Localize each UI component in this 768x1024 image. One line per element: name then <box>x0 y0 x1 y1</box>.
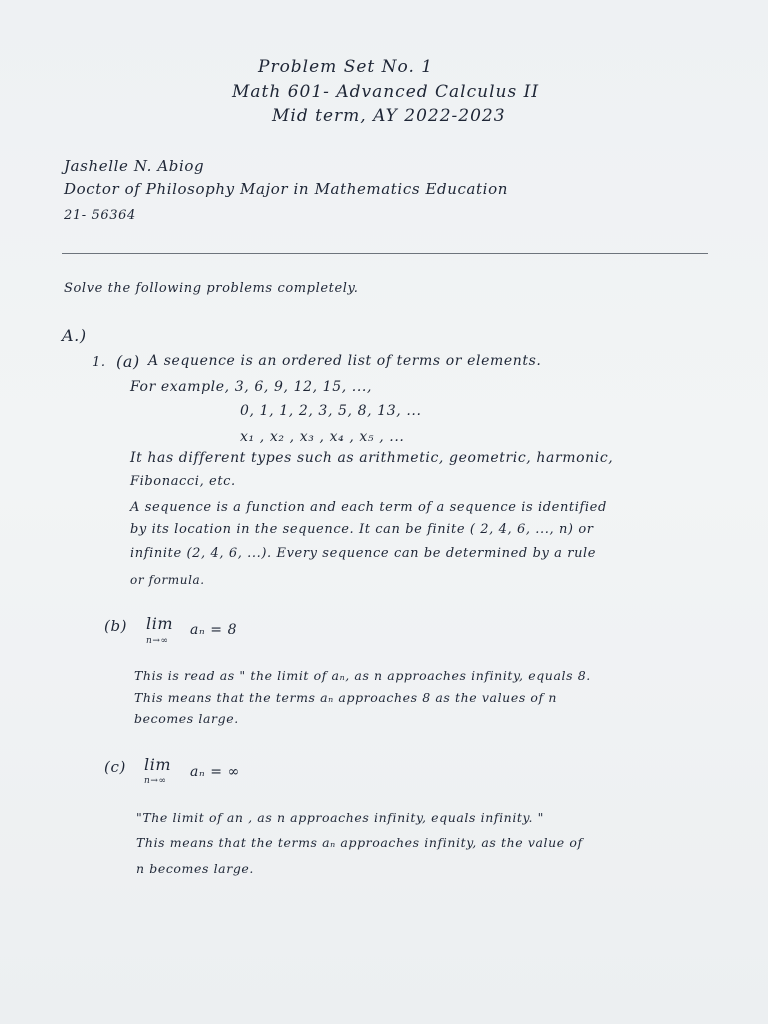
part-c-label: (c) <box>104 758 126 776</box>
part-b-line-2: This means that the terms aₙ approaches 8 as the values of n <box>134 690 557 705</box>
item-number: 1. <box>92 355 106 370</box>
student-id: 21- 56364 <box>64 208 136 223</box>
part-c-expression: aₙ = ∞ <box>190 764 240 780</box>
part-b-lim: lim <box>146 614 174 633</box>
part-a-line-7: A sequence is a function and each term of a sequence is identified <box>130 500 607 515</box>
part-c-line-2: This means that the terms aₙ approaches infinity, as the value of <box>136 835 583 850</box>
divider-line <box>62 253 708 254</box>
part-a-line-1: A sequence is an ordered list of terms or elements. <box>148 353 542 369</box>
part-c-lim: lim <box>144 755 172 774</box>
term-line: Mid term, AY 2022-2023 <box>272 106 506 126</box>
part-b-lim-sub: n→∞ <box>146 636 169 646</box>
student-program: Doctor of Philosophy Major in Mathematics Education <box>64 180 508 198</box>
part-b-line-1: This is read as " the limit of aₙ, as n approaches infinity, equals 8. <box>134 668 591 683</box>
part-c-line-3: n becomes large. <box>136 861 254 876</box>
part-a-line-5: It has different types such as arithmetic, geometric, harmonic, <box>130 450 614 466</box>
part-a-label: (a) <box>116 352 140 371</box>
part-c-lim-sub: n→∞ <box>144 776 167 786</box>
part-a-line-2: For example, 3, 6, 9, 12, 15, ..., <box>130 379 373 395</box>
part-a-line-3: 0, 1, 1, 2, 3, 5, 8, 13, ... <box>240 403 422 419</box>
part-b-expression: aₙ = 8 <box>190 622 238 638</box>
course-title: Math 601- Advanced Calculus II <box>232 82 540 102</box>
student-name: Jashelle N. Abiog <box>64 157 205 175</box>
instructions: Solve the following problems completely. <box>64 281 359 296</box>
part-a-line-10: or formula. <box>130 573 205 587</box>
part-a-line-9: infinite (2, 4, 6, ...). Every sequence can be determined by a rule <box>130 546 597 561</box>
part-c-line-1: "The limit of an , as n approaches infinity, equals infinity. " <box>136 810 545 825</box>
part-b-line-3: becomes large. <box>134 711 239 726</box>
problem-set-title: Problem Set No. 1 <box>258 57 434 77</box>
part-label: A.) <box>62 326 87 345</box>
part-a-line-8: by its location in the sequence. It can be finite ( 2, 4, 6, ..., n) or <box>130 522 594 537</box>
part-a-line-6: Fibonacci, etc. <box>130 474 236 489</box>
part-b-label: (b) <box>104 617 128 635</box>
part-a-line-4: x₁ , x₂ , x₃ , x₄ , x₅ , ... <box>240 429 405 445</box>
